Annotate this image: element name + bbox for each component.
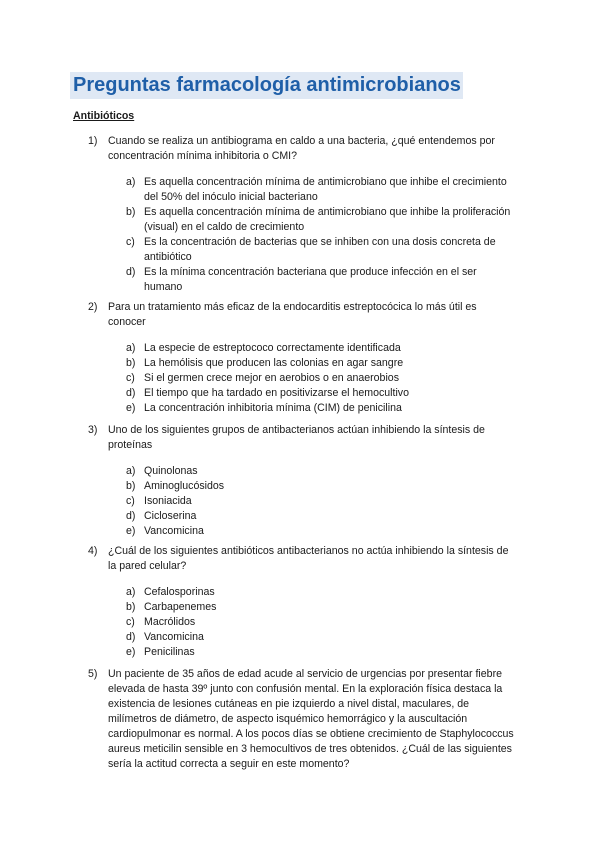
question-number: 1) xyxy=(88,135,98,147)
question-3 xyxy=(88,423,516,539)
option-letter: b) xyxy=(126,480,136,492)
option-letter: a) xyxy=(126,176,136,188)
option-text: Es aquella concentración mínima de antimicrobiano que inhibe la proliferación (visual) en el caldo de crecimiento xyxy=(144,206,511,233)
option-letter: e) xyxy=(126,402,136,414)
option-letter: e) xyxy=(126,525,136,537)
option-text: Carbapenemes xyxy=(144,601,217,613)
option-letter: c) xyxy=(126,372,135,384)
option-letter: a) xyxy=(126,465,136,477)
question-1 xyxy=(88,134,516,295)
option-text: La especie de estreptococo correctamente identificada xyxy=(144,342,401,354)
option-text: Es aquella concentración mínima de antimicrobiano que inhibe el crecimiento del 50% del inóculo inicial bacteriano xyxy=(144,176,507,203)
option-item xyxy=(88,615,516,630)
option-item xyxy=(88,205,516,235)
option-item xyxy=(88,386,516,401)
option-item xyxy=(88,585,516,600)
option-text: Isoniacida xyxy=(144,495,192,507)
option-text: Quinolonas xyxy=(144,465,198,477)
question-2 xyxy=(88,300,516,416)
option-text: Penicilinas xyxy=(144,646,195,658)
option-letter: d) xyxy=(126,631,136,643)
option-letter: a) xyxy=(126,586,136,598)
option-letter: b) xyxy=(126,357,136,369)
option-item xyxy=(88,341,516,356)
option-item xyxy=(88,265,516,295)
option-item xyxy=(88,494,516,509)
option-item xyxy=(88,630,516,645)
option-letter: a) xyxy=(126,342,136,354)
question-text: ¿Cuál de los siguientes antibióticos antibacterianos no actúa inhibiendo la síntesis de la pared celular? xyxy=(108,545,509,572)
option-list xyxy=(88,175,516,295)
option-letter: c) xyxy=(126,616,135,628)
option-text: Vancomicina xyxy=(144,525,204,537)
option-letter: e) xyxy=(126,646,136,658)
option-item xyxy=(88,645,516,660)
option-item xyxy=(88,509,516,524)
option-text: La concentración inhibitoria mínima (CIM) de penicilina xyxy=(144,402,402,414)
option-letter: b) xyxy=(126,601,136,613)
option-text: Cicloserina xyxy=(144,510,197,522)
option-text: Es la concentración de bacterias que se inhiben con una dosis concreta de antibiótico xyxy=(144,236,496,263)
question-number: 4) xyxy=(88,545,98,557)
option-letter: d) xyxy=(126,510,136,522)
option-list xyxy=(88,341,516,416)
option-text: La hemólisis que producen las colonias en agar sangre xyxy=(144,357,404,369)
option-item xyxy=(88,401,516,416)
question-number: 5) xyxy=(88,668,98,680)
option-text: Macrólidos xyxy=(144,616,196,628)
question-text: Uno de los siguientes grupos de antibacterianos actúan inhibiendo la síntesis de proteínas xyxy=(108,424,485,451)
option-text: Si el germen crece mejor en aerobios o en anaerobios xyxy=(144,372,399,384)
option-item xyxy=(88,464,516,479)
option-item xyxy=(88,235,516,265)
option-item xyxy=(88,524,516,539)
option-letter: d) xyxy=(126,266,136,278)
option-letter: c) xyxy=(126,495,135,507)
question-text: Cuando se realiza un antibiograma en caldo a una bacteria, ¿qué entendemos por concentración mínima inhibitoria o CMI? xyxy=(108,135,495,162)
option-text: Cefalosporinas xyxy=(144,586,215,598)
option-list xyxy=(88,585,516,660)
question-number: 3) xyxy=(88,424,98,436)
option-item xyxy=(88,600,516,615)
question-text: Para un tratamiento más eficaz de la endocarditis estreptocócica lo más útil es conocer xyxy=(108,301,477,328)
option-text: Es la mínima concentración bacteriana que produce infección en el ser humano xyxy=(144,266,477,293)
option-text: El tiempo que ha tardado en positivizarse el hemocultivo xyxy=(144,387,409,399)
option-item xyxy=(88,356,516,371)
option-item xyxy=(88,479,516,494)
option-item xyxy=(88,175,516,205)
question-5 xyxy=(88,667,516,772)
question-text: Un paciente de 35 años de edad acude al servicio de urgencias por presentar fiebre elevada de hasta 39º junto con confusión mental. En la exploración física destaca la existencia de lesiones cutáneas en pie izquierdo a nivel distal, maculares, de milímetros de diámetro, de aspecto isquémico hemorrágico y la auscultación cardiopulmonar es normal. A los pocos días se obtiene crecimiento de Staphylococcus aureus meticilin sensible en 3 hemocultivos de tres obtenidos. ¿Cuál de las siguientes sería la actitud correcta a seguir en este momento? xyxy=(108,668,514,770)
option-text: Vancomicina xyxy=(144,631,204,643)
option-letter: b) xyxy=(126,206,136,218)
question-4 xyxy=(88,544,516,660)
option-list xyxy=(88,464,516,539)
option-item xyxy=(88,371,516,386)
option-letter: d) xyxy=(126,387,136,399)
question-number: 2) xyxy=(88,301,98,313)
section-heading: Antibióticos xyxy=(73,110,135,122)
option-text: Aminoglucósidos xyxy=(144,480,225,492)
option-letter: c) xyxy=(126,236,135,248)
page-title: Preguntas farmacología antimicrobianos xyxy=(70,72,463,99)
